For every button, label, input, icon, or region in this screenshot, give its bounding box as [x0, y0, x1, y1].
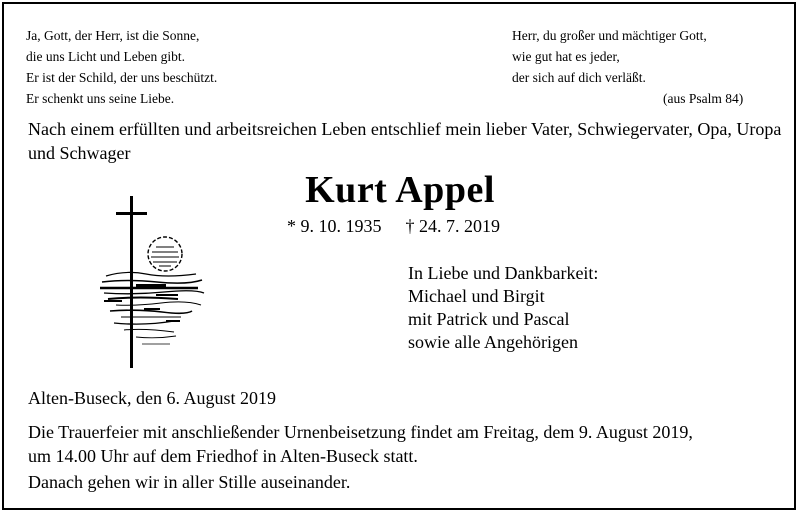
funeral-info-line: Die Trauerfeier mit anschließender Urnenbeisetzung findet am Freitag, dem 9. August 2019, — [28, 422, 693, 442]
verse-right-line: wie gut hat es jeder, — [512, 49, 620, 64]
verse-left-line: Er schenkt uns seine Liebe. — [26, 91, 175, 106]
cross-beam-vertical — [130, 196, 133, 368]
verse-right-line: der sich auf dich verläßt. — [512, 70, 646, 85]
verse-right-line: Herr, du großer und mächtiger Gott, — [512, 28, 707, 43]
verse-source: (aus Psalm 84) — [663, 91, 744, 106]
mourners-line: mit Patrick und Pascal — [408, 309, 570, 329]
closing-text: Danach gehen wir in aller Stille auseinander. — [28, 472, 351, 492]
funeral-info — [28, 420, 693, 468]
mourners-line: sowie alle Angehörigen — [408, 332, 578, 352]
landscape-shading — [104, 284, 180, 322]
deceased-name: Kurt Appel — [305, 169, 495, 211]
verse-left-line: Er ist der Schild, der uns beschützt. — [26, 70, 218, 85]
sun-icon — [148, 237, 182, 271]
intro-text: Nach einem erfüllten und arbeitsreichen Leben entschlief mein lieber Vater, Schwiegervater, Opa, Uropa und Schwager — [28, 119, 782, 163]
mourners-line: In Liebe und Dankbarkeit: — [408, 263, 599, 283]
mourners-block — [408, 262, 598, 354]
cross-beam-horizontal — [116, 212, 147, 215]
birth-date: * 9. 10. 1935 — [287, 216, 382, 236]
cross-landscape-illustration — [96, 196, 206, 368]
verse-left-line: die uns Licht und Leben gibt. — [26, 49, 185, 64]
mourners-line: Michael und Birgit — [408, 286, 545, 306]
death-date: † 24. 7. 2019 — [405, 216, 500, 236]
verse-right — [512, 25, 707, 88]
verse-left — [26, 25, 217, 109]
verse-left-line: Ja, Gott, der Herr, ist die Sonne, — [26, 28, 200, 43]
life-dates — [287, 216, 500, 237]
place-date: Alten-Buseck, den 6. August 2019 — [28, 388, 276, 408]
funeral-info-line: um 14.00 Uhr auf dem Friedhof in Alten-Buseck statt. — [28, 446, 418, 466]
